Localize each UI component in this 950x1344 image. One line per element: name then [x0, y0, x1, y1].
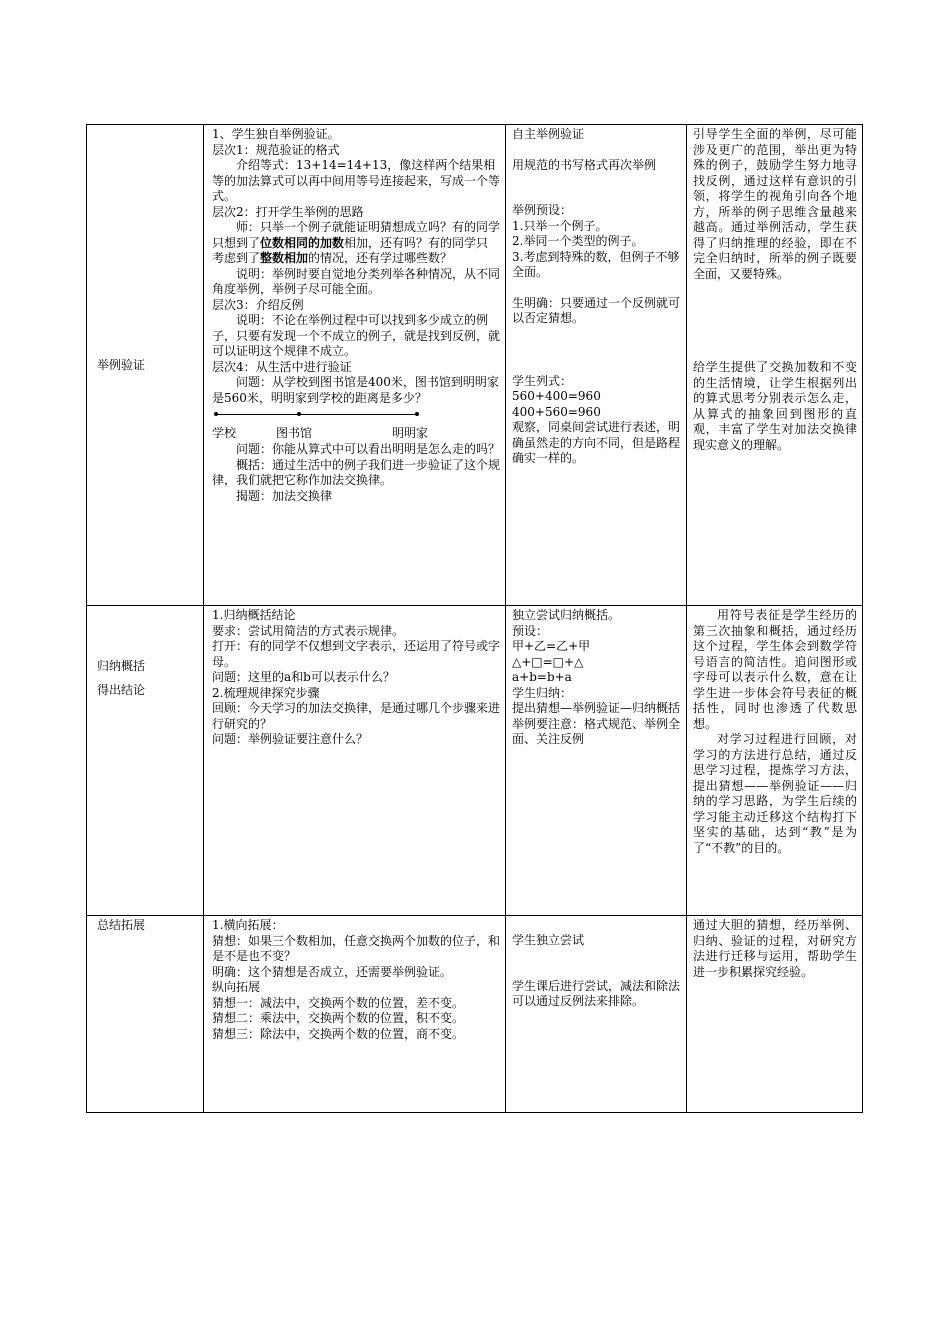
student-line: 独立尝试归纳概括。 [512, 608, 621, 622]
intent-line: 用符号表征是学生经历的第三次抽象和概括，通过经历这个过程，学生体会到数学符号语言的简洁性。追问图形或字母可以表示什么数，意在让学生进一步体会符号表征的概括性，同时也渗透了代数思想。 [693, 608, 857, 731]
student-line: 用规范的书写格式再次举例 [512, 157, 657, 172]
row-example-verification [87, 125, 863, 606]
intent-line: 给学生提供了交换加数和不变的生活情境，让学生根据列出的算式思考分别表示怎么走，从算式的抽象回到图形的直观，丰富了学生对加法交换律现实意义的理解。 [693, 360, 857, 452]
teacher-line: 问题：你能从算式中可以看出明明是怎么走的吗？ [236, 442, 501, 456]
route-point-home [415, 412, 419, 416]
stage-cell [87, 125, 204, 606]
intent-line: 通过大胆的猜想，经历举例、归纳、验证的过程，对研究方法进行迁移与运用，帮助学生进一步积累探究经验。 [693, 918, 857, 979]
teacher-line: 层次2：打开学生举例的思路 [212, 204, 364, 219]
teacher-line: 1.横向拓展： [212, 918, 284, 932]
student-line: 3.考虑到特殊的数，但例子不够全面。 [512, 249, 680, 279]
route-label-library: 图书馆 [276, 426, 313, 440]
teacher-line: 说明：不论在举例过程中可以找到多少成立的例子，只要有发现一个不成立的例子，就是找到反例，就可以证明这个规律不成立。 [212, 313, 501, 358]
teacher-line: 打开：有的同学不仅想到文字表示，还运用了符号或字母。 [212, 639, 501, 669]
route-labels [212, 426, 500, 442]
teacher-line: 1、学生独自举例验证。 [212, 127, 340, 141]
bold-run: 整数相加 [260, 251, 309, 265]
design-intent-cell [687, 916, 863, 1113]
bold-run: 位数相同的加数 [260, 235, 345, 250]
student-activity-cell [506, 125, 687, 606]
teacher-line: 概括：通过生活中的例子我们进一步验证了这个规律，我们就把它称作加法交换律。 [212, 457, 501, 487]
student-line: 甲+乙=乙+甲 [512, 639, 591, 653]
student-line: 400+560=960 [512, 404, 601, 419]
student-activity-cell [506, 916, 687, 1113]
teacher-line [212, 220, 500, 267]
teacher-line: 猜想：如果三个数相加，任意交换两个加数的位子，和是不是也不变？ [212, 933, 501, 963]
student-line: 提出猜想—举例验证—归纳概括 [512, 701, 681, 715]
teacher-activity-cell [204, 916, 506, 1113]
student-line: 举例要注意：格式规范、举例全面、关注反例 [512, 716, 681, 746]
stage-label: 得出结论 [97, 683, 146, 697]
student-line: 预设： [512, 623, 549, 638]
teacher-line: 2.梳理规律探究步骤 [212, 685, 320, 700]
student-line: 1.只举一个例子。 [512, 218, 608, 233]
teacher-line: 猜想三：除法中，交换两个数的位置，商不变。 [212, 1026, 465, 1041]
design-intent-cell [687, 606, 863, 916]
teacher-line: 1.归纳概括结论 [212, 608, 296, 622]
teacher-line: 说明：举例时要自觉地分类列举各种情况，从不同角度举例，举例子尽可能全面。 [212, 266, 501, 296]
teacher-line: 问题：这里的a和b可以表示什么？ [212, 670, 395, 684]
student-line: 560+400=960 [512, 389, 601, 403]
student-line: 学生列式： [512, 373, 573, 388]
teacher-line: 问题：从学校到图书馆是400米，图书馆到明明家是560米，明明家到学校的距离是多少？ [212, 375, 499, 405]
design-intent-cell [687, 125, 863, 606]
row-summary-extension [87, 916, 863, 1113]
student-line: △+□=□+△ [512, 654, 584, 669]
student-line: 学生独立尝试 [512, 933, 585, 947]
teacher-line: 回顾：今天学习的加法交换律，是通过哪几个步骤来进行研究的？ [212, 701, 501, 731]
student-line: 学生课后进行尝试，减法和除法可以通过反例法来排除。 [512, 978, 681, 1008]
text-run: 师：只举一个例子就能证明猜想成立吗？有的同学只想到了 [212, 220, 501, 250]
teacher-line: 猜想二：乘法中，交换两个数的位置，积不变。 [212, 1011, 465, 1025]
route-label-home: 明明家 [392, 426, 429, 440]
route-line [216, 414, 417, 415]
text-run: 相加，还有吗？有的同学只考虑到了 [212, 235, 489, 265]
student-line: 生明确：只要通过一个反例就可以否定猜想。 [512, 295, 681, 325]
route-label-school: 学校 [212, 426, 237, 440]
teacher-line: 层次4：从生活中进行验证 [212, 359, 352, 374]
teacher-line: 揭题：加法交换律 [236, 488, 333, 503]
teacher-line: 层次1：规范验证的格式 [212, 142, 340, 157]
teacher-line: 层次3：介绍反例 [212, 297, 304, 312]
teacher-activity-cell [204, 125, 506, 606]
stage-label: 归纳概括 [97, 659, 146, 673]
teacher-activity-cell [204, 606, 506, 916]
stage-label: 举例验证 [97, 358, 146, 373]
text-run: 的情况，还有学过哪些数？ [308, 251, 453, 265]
student-line: 观察，同桌间尝试进行表述，明确虽然走的方向不同，但是路程确实一样的。 [512, 420, 681, 465]
student-activity-cell [506, 606, 687, 916]
student-line: 举例预设： [512, 203, 573, 217]
teacher-line: 猜想一：减法中，交换两个数的位置，差不变。 [212, 995, 465, 1010]
stage-label-block [97, 608, 198, 702]
teacher-line: 纵向拓展 [212, 980, 261, 994]
row-summarize-conclusion [87, 606, 863, 916]
stage-cell [87, 606, 204, 916]
route-point-school [214, 412, 218, 416]
teacher-line: 要求：尝试用简洁的方式表示规律。 [212, 623, 405, 638]
intent-line: 引导学生全面的举例，尽可能涉及更广的范围，举出更为特殊的例子，鼓励学生努力地寻找反例，通过这样有意识的引领，将学生的视角引向各个地方，所举的例子思维含量越来越高。通过举例活动，学生获得了归纳推理的经验，即在不完全归纳时，所举的例子既要全面，又要特殊。 [693, 127, 857, 281]
route-diagram [212, 406, 500, 426]
student-line: 自主举例验证 [512, 127, 585, 141]
student-line: a+b=b+a [512, 670, 572, 684]
teacher-line: 问题：举例验证要注意什么？ [212, 732, 369, 746]
lesson-plan-table [86, 124, 863, 1113]
teacher-line: 介绍等式：13+14=14+13，像这样两个结果相等的加法算式可以再中间用等号连接起来，写成一个等式。 [212, 158, 501, 203]
student-line: 学生归纳： [512, 685, 573, 700]
stage-cell [87, 916, 204, 1113]
student-line: 2.举同一个类型的例子。 [512, 234, 644, 248]
route-point-library [297, 412, 301, 416]
stage-label: 总结拓展 [97, 918, 146, 932]
intent-line: 对学习过程进行回顾，对学习的方法进行总结，通过反思学习过程，提炼学习方法，提出猜想——举例验证——归纳的学习思路，为学生后续的学习能主动迁移这个结构打下坚实的基础，达到“教”是为了“不教”的目的。 [693, 732, 857, 855]
teacher-line: 明确：这个猜想是否成立，还需要举例验证。 [212, 964, 453, 979]
